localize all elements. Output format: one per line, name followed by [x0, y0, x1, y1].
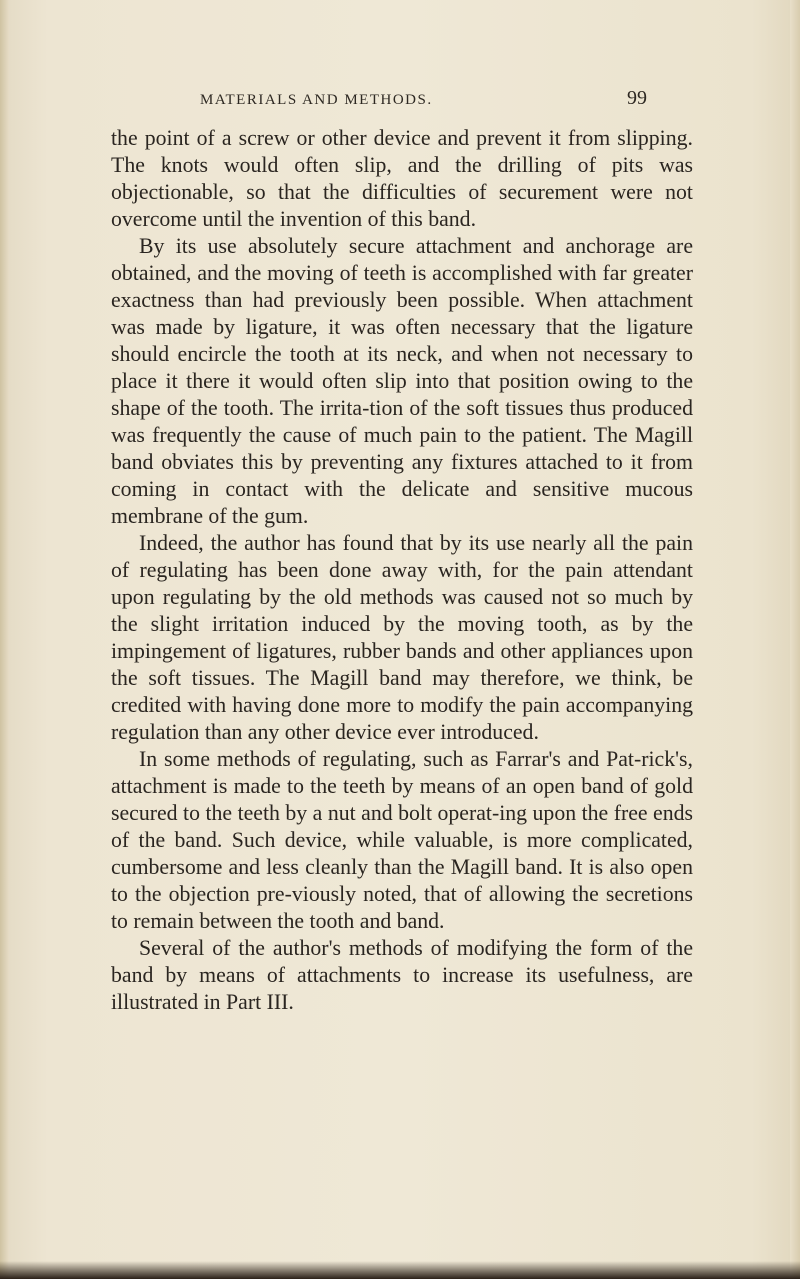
paragraph: In some methods of regulating, such as Farrar's and Pat-rick's, attachment is made to the teeth by means of an open band of gold secured to the teeth by a nut and bolt operat-ing upon the free ends of the band. Such device, while valuable, is more complicated, cumbersome and less cleanly than the Magill band. It is also open to the objection pre-viously noted, that of allowing the secretions to remain between the tooth and band. [111, 747, 693, 933]
paragraph: Indeed, the author has found that by its use nearly all the pain of regulating has been done away with, for the pain attendant upon regulating by the old methods was caused not so much by the slight irritation induced by the moving tooth, as by the impingement of ligatures, rubber bands and other appliances upon the soft tissues. The Magill band may therefore, we think, be credited with having done more to modify the pain accompanying regulation than any other device ever introduced. [111, 531, 693, 744]
page-gutter-edge [0, 0, 9, 1279]
paragraph: Several of the author's methods of modifying the form of the band by means of attachments to increase its usefulness, are illustrated in Part III. [111, 936, 693, 1014]
page-outer-edge [790, 0, 800, 1279]
running-title: MATERIALS AND METHODS. [200, 92, 433, 108]
running-header [200, 87, 647, 109]
page-bottom-shadow [0, 1261, 800, 1279]
paragraph: By its use absolutely secure attachment and anchorage are obtained, and the moving of teeth is accomplished with far greater exactness than had previously been possible. When attachment was made by ligature, it was often necessary that the ligature should encircle the tooth at its neck, and when not necessary to place it there it would often slip into that position owing to the shape of the tooth. The irrita-tion of the soft tissues thus produced was frequently the cause of much pain to the patient. The Magill band obviates this by preventing any fixtures attached to it from coming in contact with the delicate and sensitive mucous membrane of the gum. [111, 234, 693, 528]
paragraph-continued: the point of a screw or other device and prevent it from slipping. The knots would often slip, and the drilling of pits was objectionable, so that the difficulties of securement were not overcome until the invention of this band. [111, 126, 693, 231]
body-text [111, 125, 693, 1016]
page-number: 99 [627, 87, 647, 109]
